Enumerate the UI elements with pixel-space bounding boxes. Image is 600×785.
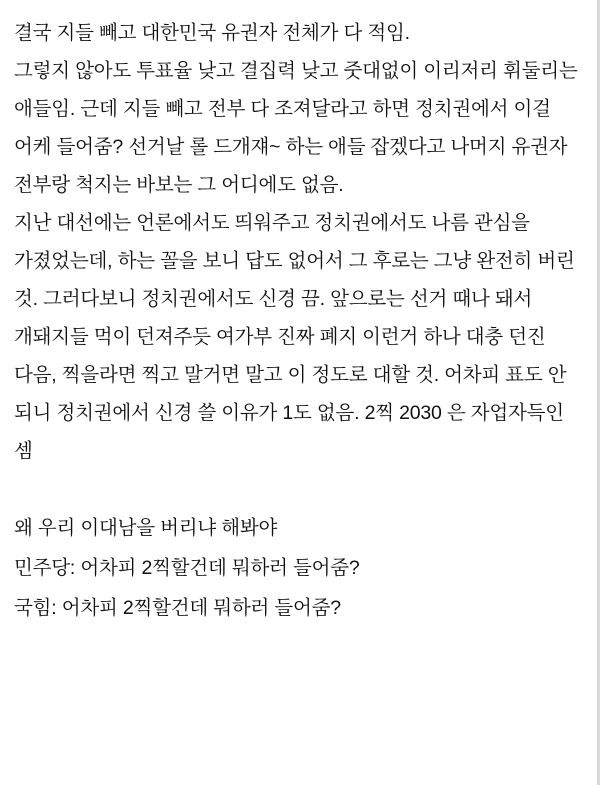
dialogue-line-3: 국힘: 어차피 2찍할건데 뭐하러 들어줌?	[14, 597, 341, 619]
paragraph-3: 지난 대선에는 언론에서도 띄워주고 정치권에서도 나름 관심을 가졌었는데, 하는 꼴을 보니 답도 없어서 그 후로는 그냥 완전히 버린 것. 그러다보니 정치권에서도 신경 끔. 앞으로는 선거 때나 돼서 개돼지들 먹이 던져주듯 여가부 진짜 폐지 이런거 하나 대충 던진 다음, 찍을라면 찍고 말거면 말고 이 정도로 대할 것. 어차피 표도 안 되니 정치권에서 신경 쓸 이유가 1도 없음. 2찍 2030 은 자업자득인 셈	[14, 212, 580, 462]
paragraph-spacer	[14, 470, 584, 508]
paragraph-1: 결국 지들 빼고 대한민국 유권자 전체가 다 적임.	[14, 22, 410, 44]
dialogue-block	[14, 508, 584, 628]
dialogue-line-2: 민주당: 어차피 2찍할건데 뭐하러 들어줌?	[14, 557, 360, 579]
dialogue-line-1: 왜 우리 이대남을 버리냐 해봐야	[14, 517, 278, 539]
document-body	[14, 14, 584, 628]
paragraph-2: 그렇지 않아도 투표율 낮고 결집력 낮고 줏대없이 이리저리 휘둘리는 애들임. 근데 지들 빼고 전부 다 조져달라고 하면 정치권에서 이걸 어케 들어줌? 선거날 롤 드개쟤~ 하는 애들 잡겠다고 나머지 유권자 전부랑 척지는 바보는 그 어디에도 없음.	[14, 60, 583, 196]
